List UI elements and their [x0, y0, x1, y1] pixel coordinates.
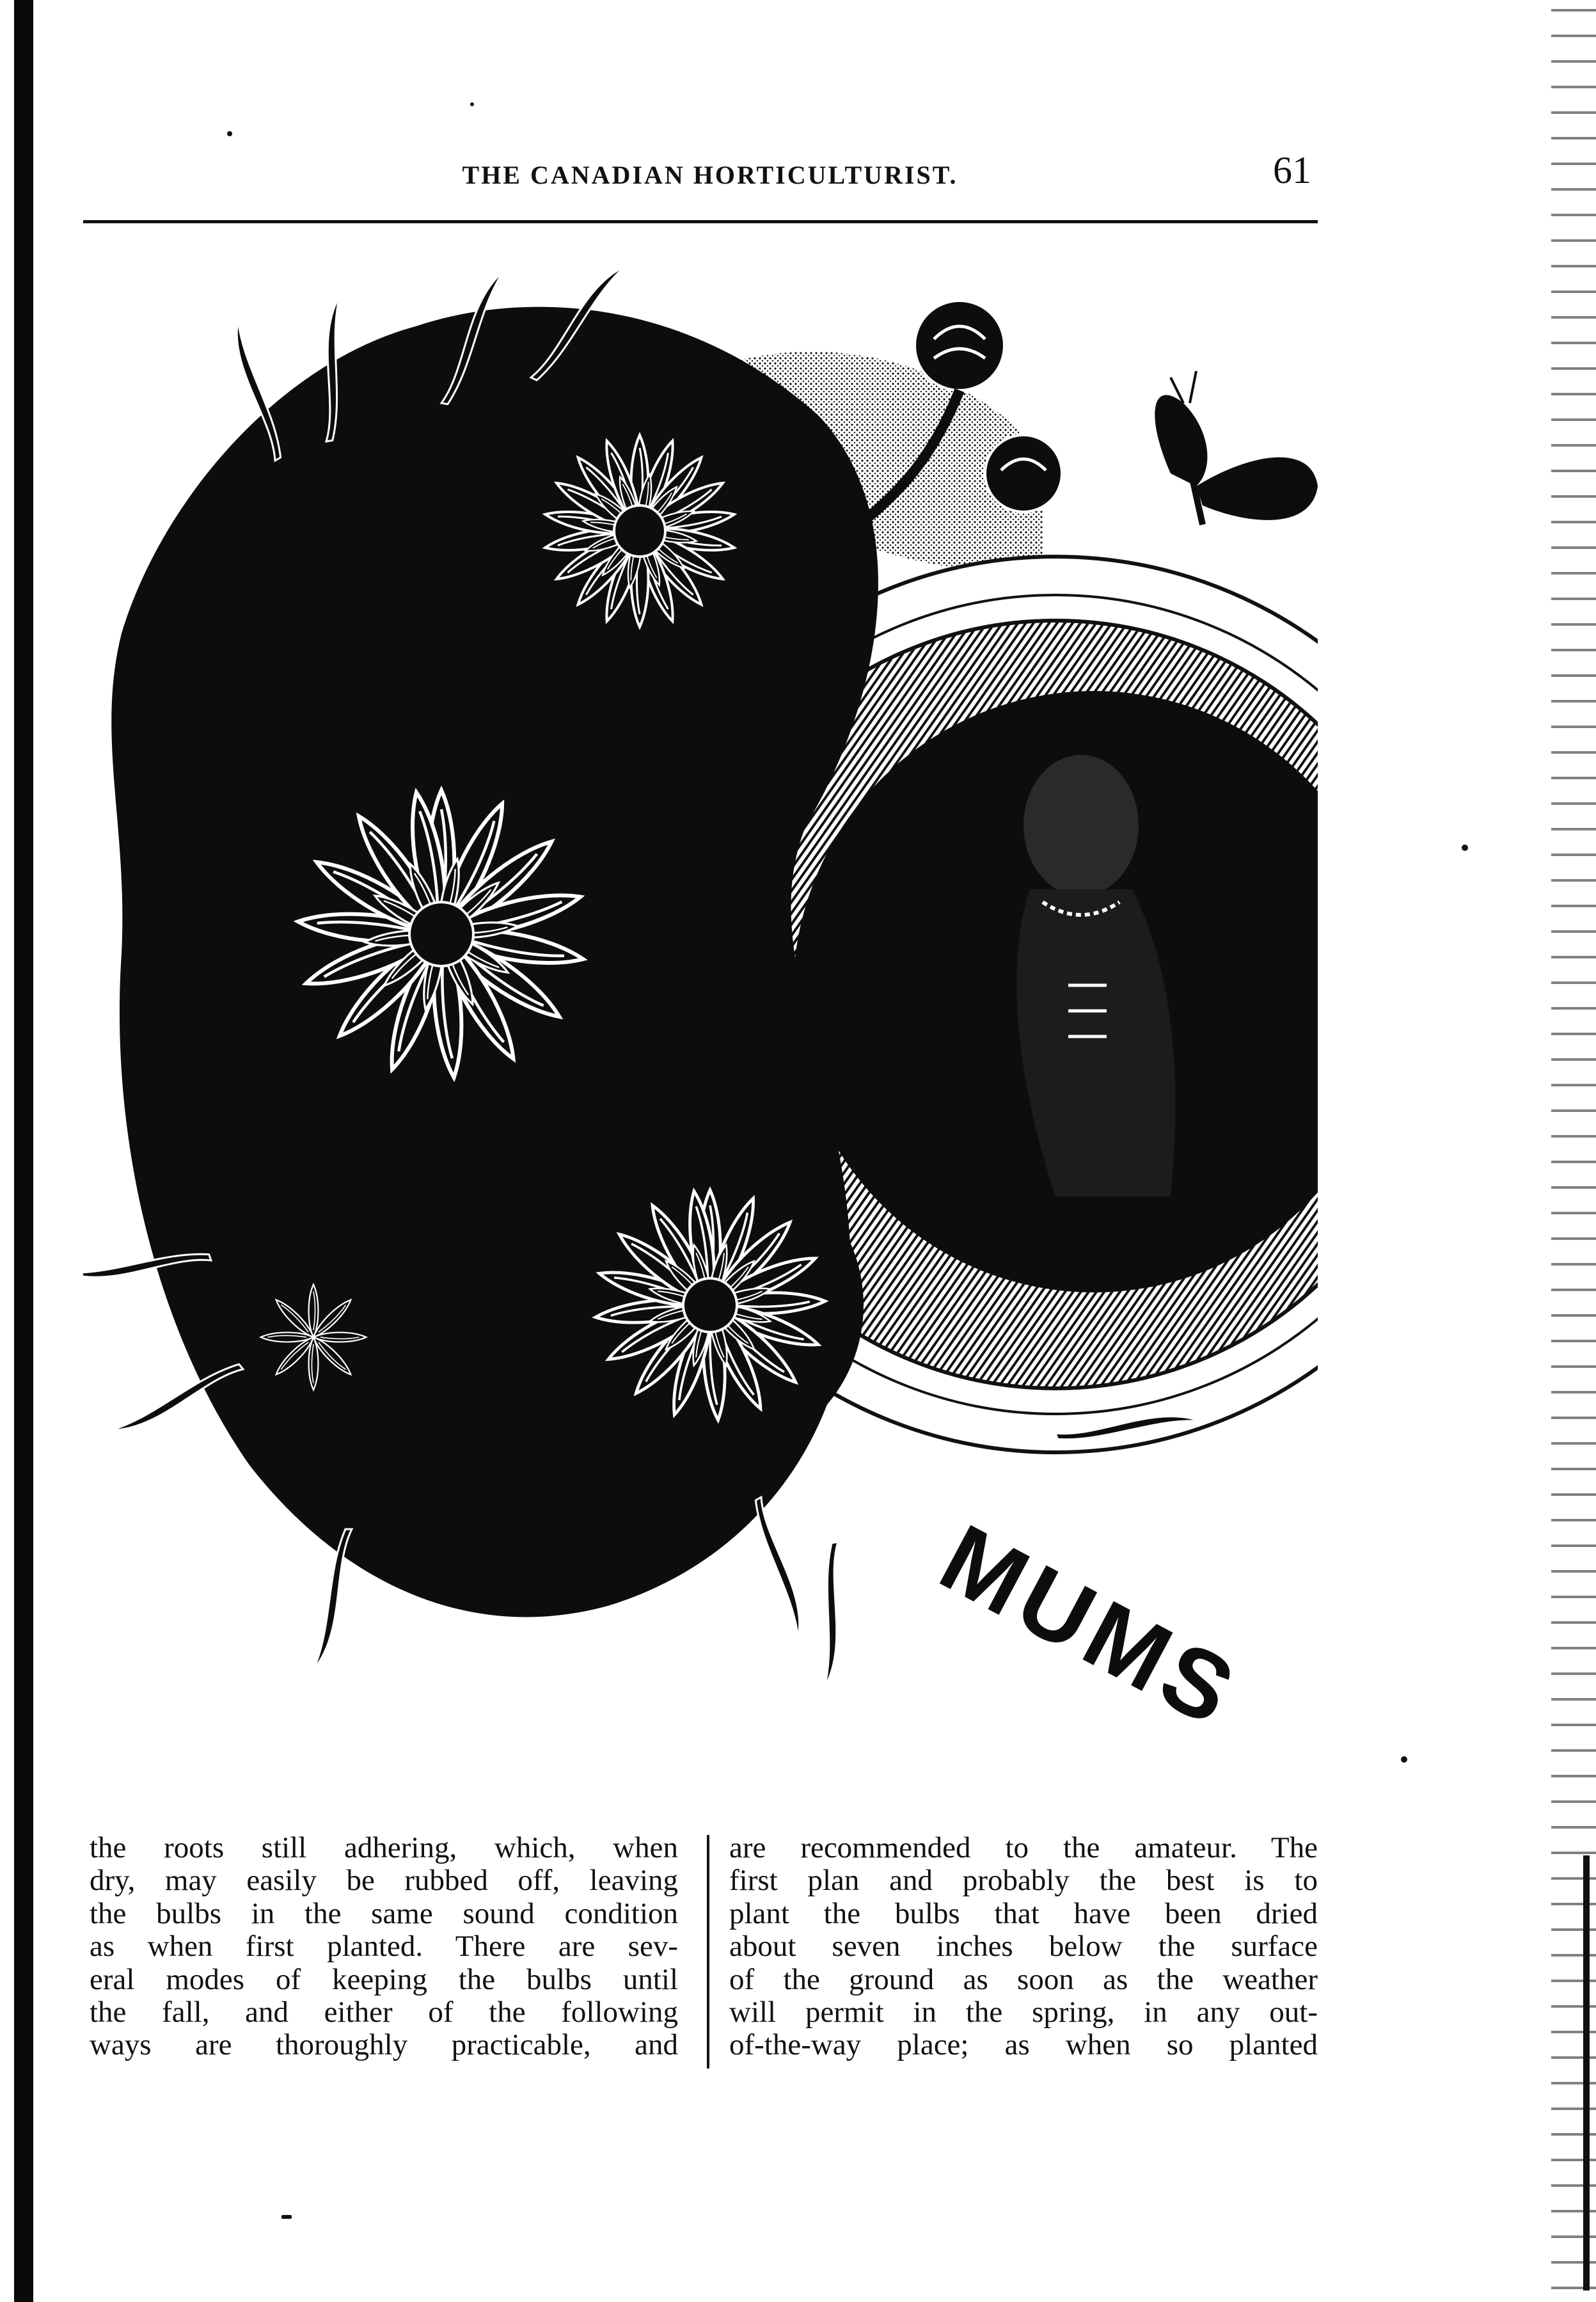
small-flower-left — [261, 1285, 367, 1390]
text-column-left — [90, 1832, 678, 2062]
illustration-svg — [83, 250, 1318, 1779]
header-rule — [83, 220, 1318, 223]
scan-speck — [1401, 1756, 1407, 1763]
running-head: THE CANADIAN HORTICULTURIST. — [462, 161, 958, 189]
scan-speck — [470, 102, 474, 106]
text-line: first plan and probably the best is to — [729, 1864, 1318, 1898]
chrysanthemum-middle — [262, 755, 620, 1113]
page-right-edge-dark — [1583, 1855, 1590, 2290]
page-binding-edge — [14, 0, 33, 2302]
text-line: will permit in the spring, in any out- — [729, 1996, 1318, 2029]
text-line: about seven inches below the surface — [729, 1930, 1318, 1964]
page-number: 61 — [1273, 149, 1311, 191]
chrysanthemum-illustration — [83, 250, 1318, 1779]
column-divider — [707, 1835, 709, 2068]
text-column-right — [729, 1832, 1318, 2062]
text-line: are recommended to the amateur. The — [729, 1831, 1318, 1864]
banner-text: MUMS — [924, 1503, 1256, 1749]
text-line: eral modes of keeping the bulbs until — [90, 1962, 678, 1996]
butterfly — [1155, 371, 1318, 525]
scan-speck — [281, 2215, 292, 2219]
text-line: of-the-way place; as when so planted — [729, 2028, 1318, 2062]
text-line: plant the bulbs that have been dried — [729, 1896, 1318, 1930]
text-line: the fall, and either of the following — [90, 1996, 678, 2029]
text-line: dry, may easily be rubbed off, leaving — [90, 1864, 678, 1898]
chrysanthemum-top — [499, 390, 780, 672]
scan-speck — [227, 131, 232, 136]
text-line: ways are thoroughly practicable, and — [90, 2028, 678, 2062]
text-line: as when first planted. There are sev- — [90, 1930, 678, 1964]
text-line: the bulbs in the same sound condition — [90, 1896, 678, 1930]
text-line: of the ground as soon as the weather — [729, 1962, 1318, 1996]
chrysanthemum-bottom — [557, 1152, 864, 1459]
text-line: the roots still adhering, which, when — [90, 1831, 678, 1864]
scan-speck — [1462, 845, 1468, 851]
